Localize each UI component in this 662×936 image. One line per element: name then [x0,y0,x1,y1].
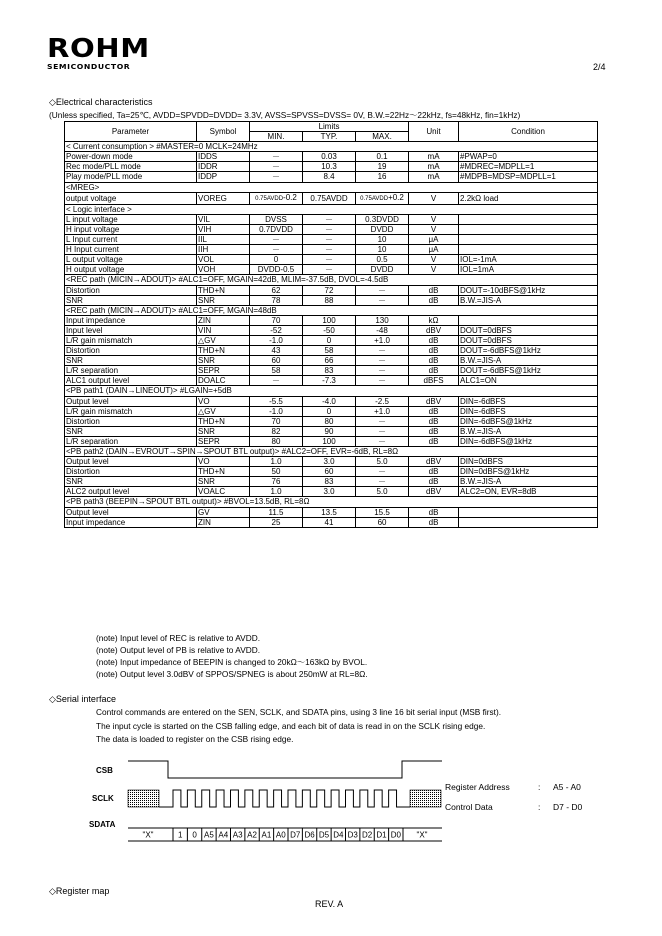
parameter-cell: L input voltage [65,214,197,224]
min-cell: 1.0 [250,457,303,467]
min-cell: 25 [250,517,303,527]
section-label: < Current consumption > #MASTER=0 MCLK=24MHz [65,142,598,152]
max-cell: 10 [356,235,409,245]
unit-cell: dB [409,285,459,295]
sdata-bit: A3 [232,830,243,840]
parameter-cell: SNR [65,426,197,436]
typ-cell: － [303,265,356,275]
section-label: <REC path (MICIN→ADOUT)> #ALC1=OFF, MGAIN=48dB [65,305,598,315]
note-line: (note) Input impedance of BEEPIN is changed to 20kΩ～163kΩ by BVOL. [96,657,368,668]
condition-cell: ALC1=ON [459,376,598,386]
condition-cell: DIN=-6dBFS@1kHz [459,436,598,446]
max-cell: － [356,436,409,446]
min-cell: 50 [250,467,303,477]
symbol-cell: GV [197,507,250,517]
typ-cell: 13.5 [303,507,356,517]
max-cell: － [356,477,409,487]
min-cell-value: -0.2 [283,192,297,202]
sclk-dontcare-right [410,790,441,807]
symbol-cell: VOL [197,255,250,265]
parameter-cell: Input impedance [65,517,197,527]
note-line: (note) Input level of REC is relative to AVDD. [96,633,261,643]
symbol-cell: △GV [197,335,250,345]
typ-cell: -50 [303,325,356,335]
condition-cell: ALC2=ON, EVR=8dB [459,487,598,497]
parameter-cell: L/R gain mismatch [65,406,197,416]
unit-cell: dB [409,356,459,366]
max-cell: 0.1 [356,152,409,162]
condition-cell: DOUT=-6dBFS@1kHz [459,346,598,356]
max-cell: 130 [356,315,409,325]
sclk-dontcare-left [128,790,159,807]
typ-cell: － [303,235,356,245]
register-address-colon: : [538,782,541,792]
unit-cell: dB [409,507,459,517]
min-cell: 11.5 [250,507,303,517]
unit-cell: dBFS [409,376,459,386]
min-cell: 70 [250,315,303,325]
header-parameter: Parameter [65,122,197,142]
max-cell: -2.5 [356,396,409,406]
sdata-label: SDATA [89,820,116,829]
sdata-bit: A2 [247,830,257,840]
typ-cell: 88 [303,295,356,305]
serial-line: Control commands are entered on the SEN, SCLK, and SDATA pins, using 3 line 16 bit serial input (MSB first). [96,707,502,717]
max-cell: － [356,356,409,366]
symbol-cell: IDDP [197,172,250,182]
unit-cell: μA [409,235,459,245]
sdata-bit: 1 [177,830,183,840]
typ-cell: 58 [303,346,356,356]
typ-cell: 3.0 [303,457,356,467]
unit-cell: kΩ [409,315,459,325]
condition-cell: DIN=-6dBFS@1kHz [459,416,598,426]
min-cell: 80 [250,436,303,446]
serial-line: The data is loaded to register on the CSB rising edge. [96,734,294,745]
condition-cell: DOUT=-6dBFS@1kHz [459,366,598,376]
typ-cell: 10.3 [303,162,356,172]
max-cell: -48 [356,325,409,335]
symbol-cell: SNR [197,426,250,436]
condition-cell: DOUT=0dBFS [459,325,598,335]
sdata-bit: D1 [376,830,387,840]
symbol-cell: SEPR [197,436,250,446]
min-cell: 43 [250,346,303,356]
max-cell: － [356,346,409,356]
max-cell: 10 [356,245,409,255]
max-cell: － [356,376,409,386]
typ-cell: 83 [303,366,356,376]
csb-label: CSB [96,766,113,775]
min-cell: － [250,162,303,172]
max-cell: － [356,416,409,426]
typ-cell: 0.03 [303,152,356,162]
section-label: <REC path (MICIN→ADOUT)> #ALC1=OFF, MGAIN=42dB, MLIM=-37.5dB, DVOL=-4.5dB [65,275,598,285]
max-cell: 15.5 [356,507,409,517]
parameter-cell: ALC2 output level [65,487,197,497]
serial-line: The input cycle is started on the CSB falling edge, and each bit of data is read in on the SCLK rising edge. [96,720,486,731]
unit-cell: dB [409,295,459,305]
serial-title: ◇Serial interface [49,694,116,704]
sdata-bit: A4 [218,830,229,840]
min-cell: DVSS [250,214,303,224]
electrical-conditions: (Unless specified, Ta=25℃, AVDD=SPVDD=DVDD= 3.3V, AVSS=SPVSS=DVSS= 0V, B.W.=22Hz～22kHz, fs=48kHz, fin=1kHz) [49,110,521,120]
parameter-cell: L output voltage [65,255,197,265]
min-cell: -5.5 [250,396,303,406]
unit-cell: dB [409,517,459,527]
condition-cell: IOL=1mA [459,265,598,275]
typ-cell: -7.3 [303,376,356,386]
symbol-cell: IDDS [197,152,250,162]
max-cell: 5.0 [356,457,409,467]
unit-cell: V [409,214,459,224]
min-cell: 58 [250,366,303,376]
typ-cell: 66 [303,356,356,366]
min-cell: 0 [250,255,303,265]
min-cell: 76 [250,477,303,487]
parameter-cell: Rec mode/PLL mode [65,162,197,172]
symbol-cell: IDDR [197,162,250,172]
register-address-value: A5 - A0 [553,782,581,792]
min-cell: 78 [250,295,303,305]
sdata-bit: D4 [333,830,344,840]
min-cell: － [250,376,303,386]
sdata-waveform [128,828,442,841]
parameter-cell: H Input current [65,245,197,255]
parameter-cell: Distortion [65,467,197,477]
section-label: < Logic interface > [65,204,598,214]
min-cell: DVDD-0.5 [250,265,303,275]
symbol-cell: THD+N [197,346,250,356]
typ-cell: 100 [303,436,356,446]
min-cell: 70 [250,416,303,426]
parameter-cell: Output level [65,457,197,467]
min-cell: － [250,235,303,245]
logo-text: ROHM [47,34,150,64]
min-cell: － [250,152,303,162]
unit-cell: dB [409,467,459,477]
condition-cell: DIN=0dBFS@1kHz [459,467,598,477]
condition-cell: DIN=0dBFS [459,457,598,467]
max-cell: DVDD [356,224,409,234]
symbol-cell: SNR [197,477,250,487]
condition-cell: B.W.=JIS-A [459,295,598,305]
parameter-cell: Input impedance [65,315,197,325]
sdata-bit: D0 [390,830,401,840]
max-cell-value: +0.2 [388,192,404,202]
min-cell-prefix: 0.75AVDD [255,195,284,202]
unit-cell: dB [409,366,459,376]
min-cell: 62 [250,285,303,295]
sdata-bit: D5 [318,830,330,840]
max-cell: 19 [356,162,409,172]
unit-cell: dB [409,406,459,416]
parameter-cell: Output level [65,396,197,406]
min-cell: 82 [250,426,303,436]
symbol-cell: VOALC [197,487,250,497]
section-label: <PB path2 (DAIN→EVROUT→SPIN→SPOUT BTL output)> #ALC2=OFF, EVR=-6dB, RL=8Ω [65,447,598,457]
max-cell: 5.0 [356,487,409,497]
symbol-cell: DOALC [197,376,250,386]
control-data-colon: : [538,802,541,812]
sclk-waveform [159,790,410,807]
parameter-cell: H input voltage [65,224,197,234]
max-cell: 0.5 [356,255,409,265]
min-cell: 1.0 [250,487,303,497]
revision: REV. A [315,899,344,909]
max-cell: 60 [356,517,409,527]
condition-cell: 2.2kΩ load [459,192,598,204]
header-typ: TYP. [303,132,356,142]
condition-cell: DIN=-6dBFS [459,406,598,416]
symbol-cell: △GV [197,406,250,416]
condition-cell: B.W.=JIS-A [459,426,598,436]
unit-cell: dB [409,426,459,436]
symbol-cell: THD+N [197,285,250,295]
csb-waveform [128,761,442,778]
parameter-cell: Output level [65,507,197,517]
control-data-label: Control Data [445,802,493,812]
parameter-cell: Distortion [65,285,197,295]
unit-cell: mA [409,152,459,162]
min-cell: -52 [250,325,303,335]
symbol-cell: SNR [197,295,250,305]
header-min: MIN. [250,132,303,142]
sdata-dontcare-left: "X" [142,830,154,840]
sdata-bit: A0 [275,830,286,840]
unit-cell: dB [409,477,459,487]
typ-cell: 0 [303,406,356,416]
section-label: <PB path1 (DAIN→LINEOUT)> #LGAIN=+5dB [65,386,598,396]
register-address-label: Register Address [445,782,510,792]
min-cell: 60 [250,356,303,366]
max-cell: DVDD [356,265,409,275]
typ-cell: 90 [303,426,356,436]
parameter-cell: H output voltage [65,265,197,275]
symbol-cell: VIL [197,214,250,224]
min-cell: -1.0 [250,335,303,345]
typ-cell: 41 [303,517,356,527]
max-cell: － [356,285,409,295]
min-cell: － [250,172,303,182]
condition-cell: #MDPB=MDSP=MDPLL=1 [459,172,598,182]
condition-cell: DOUT=-10dBFS@1kHz [459,285,598,295]
header-symbol: Symbol [197,122,250,142]
symbol-cell: SNR [197,356,250,366]
sdata-bit: A5 [204,830,214,840]
symbol-cell: IIH [197,245,250,255]
section-label: <MREG> [65,182,598,192]
symbol-cell: THD+N [197,416,250,426]
symbol-cell: ZIN [197,315,250,325]
header-condition: Condition [459,122,598,142]
max-cell: － [356,366,409,376]
header-unit: Unit [409,122,459,142]
note-line: (note) Output level of PB is relative to AVDD. [96,645,261,656]
typ-cell: 80 [303,416,356,426]
symbol-cell: VOREG [197,192,250,204]
max-cell: +1.0 [356,335,409,345]
electrical-title: ◇Electrical characteristics [49,97,153,107]
sdata-bit: 0 [192,830,197,840]
typ-cell: 60 [303,467,356,477]
unit-cell: dBV [409,487,459,497]
condition-cell: DIN=-6dBFS [459,396,598,406]
typ-cell: － [303,224,356,234]
condition-cell: IOL=-1mA [459,255,598,265]
min-cell: -1.0 [250,406,303,416]
condition-cell: B.W.=JIS-A [459,356,598,366]
symbol-cell: THD+N [197,467,250,477]
typ-cell: 3.0 [303,487,356,497]
sdata-bit: D6 [304,830,315,840]
typ-cell: 0.75AVDD [303,192,356,204]
max-cell-prefix: 0.75AVDD [360,195,389,202]
max-cell: － [356,295,409,305]
min-cell: 0.7DVDD [250,224,303,234]
sdata-bit: A1 [261,830,272,840]
max-cell: － [356,426,409,436]
typ-cell: -4.0 [303,396,356,406]
min-cell: － [250,245,303,255]
section-label: <PB path3 (BEEPIN→SPOUT BTL output)> #BVOL=13.5dB, RL=8Ω [65,497,598,507]
sdata-dontcare-right: "X" [416,830,428,840]
symbol-cell: SEPR [197,366,250,376]
symbol-cell: VO [197,457,250,467]
parameter-cell: SNR [65,477,197,487]
condition-cell: #PWAP=0 [459,152,598,162]
symbol-cell: VO [197,396,250,406]
sdata-bit: D3 [347,830,358,840]
unit-cell: dB [409,335,459,345]
max-cell: 0.3DVDD [356,214,409,224]
unit-cell: dBV [409,325,459,335]
max-cell: +1.0 [356,406,409,416]
parameter-cell: Play mode/PLL mode [65,172,197,182]
parameter-cell: SNR [65,356,197,366]
symbol-cell: VOH [197,265,250,275]
sclk-label: SCLK [92,794,114,803]
typ-cell: 72 [303,285,356,295]
unit-cell: dBV [409,457,459,467]
parameter-cell: Distortion [65,346,197,356]
condition-cell: DOUT=0dBFS [459,335,598,345]
symbol-cell: ZIN [197,517,250,527]
parameter-cell: L/R gain mismatch [65,335,197,345]
parameter-cell: SNR [65,295,197,305]
max-cell: 16 [356,172,409,182]
unit-cell: dBV [409,396,459,406]
unit-cell: V [409,255,459,265]
unit-cell: dB [409,346,459,356]
unit-cell: V [409,224,459,234]
control-data-value: D7 - D0 [553,802,583,812]
sdata-bit: D2 [361,830,373,840]
page-number: 2/4 [593,62,606,72]
parameter-cell: Power-down mode [65,152,197,162]
parameter-cell: L/R separation [65,366,197,376]
parameter-cell: output voltage [65,192,197,204]
typ-cell: － [303,214,356,224]
logo-subtext: SEMICONDUCTOR [47,62,131,71]
parameter-cell: Distortion [65,416,197,426]
symbol-cell: VIN [197,325,250,335]
condition-cell: B.W.=JIS-A [459,477,598,487]
symbol-cell: IIL [197,235,250,245]
parameter-cell: Input level [65,325,197,335]
unit-cell: V [409,192,459,204]
header-limits: Limits [250,122,409,132]
unit-cell: mA [409,172,459,182]
max-cell: － [356,467,409,477]
typ-cell: － [303,255,356,265]
unit-cell: dB [409,416,459,426]
unit-cell: mA [409,162,459,172]
unit-cell: dB [409,436,459,446]
unit-cell: V [409,265,459,275]
parameter-cell: L Input current [65,235,197,245]
typ-cell: － [303,245,356,255]
register-map-title: ◇Register map [49,886,110,896]
typ-cell: 100 [303,315,356,325]
parameter-cell: ALC1 output level [65,376,197,386]
symbol-cell: VIH [197,224,250,234]
parameter-cell: L/R separation [65,436,197,446]
condition-cell: #MDREC=MDPLL=1 [459,162,598,172]
unit-cell: μA [409,245,459,255]
sdata-bit: D7 [290,830,301,840]
typ-cell: 0 [303,335,356,345]
note-line: (note) Output level 3.0dBV of SPPOS/SPNEG is about 250mW at RL=8Ω. [96,669,368,680]
typ-cell: 8.4 [303,172,356,182]
typ-cell: 83 [303,477,356,487]
header-max: MAX. [356,132,409,142]
